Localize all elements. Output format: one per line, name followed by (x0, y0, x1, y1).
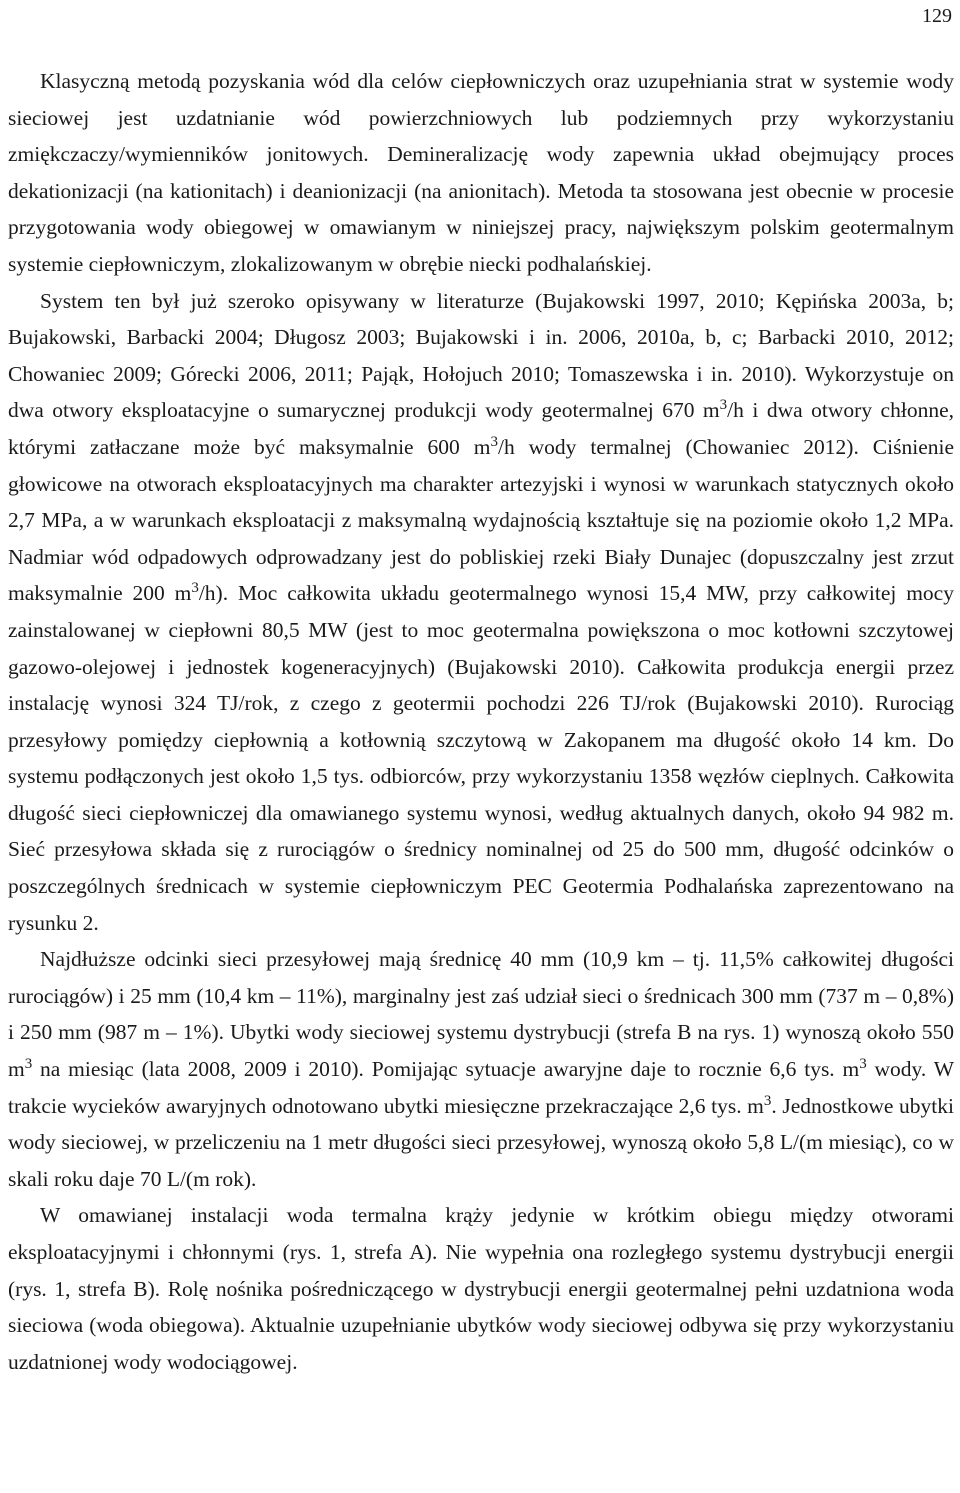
superscript: 3 (24, 1056, 33, 1073)
body-text (8, 63, 960, 1380)
text-run: System ten był już szeroko opisywany w literaturze (Bujakowski 1997, 2010; Kępińska 2003a, b; Bujakowski, Barbacki 2004; Długosz 2003; Bujakowski i in. 2006, 2010a, b, c; Barbacki 2010, 2012; Chowaniec 2009; Górecki 2006, 2011; Pająk, Hołojuch 2010; Tomaszewska i in. 2010). Wykorzystuje on dwa otwory eksploatacyjne o sumarycznej produkcji wody geotermalnej 670 m (8, 288, 960, 423)
text-run: W omawianej instalacji woda termalna krąży jedynie w krótkim obiegu między otworami eksploatacyjnymi i chłonnymi (rys. 1, strefa A). Nie wypełnia ona rozległego systemu dystrybucji energii (rys. 1, strefa B). Rolę nośnika pośredniczącego w dystrybucji energii geotermalnej pełni uzdatniona woda sieciowa (woda obiegowa). Aktualnie uzupełnianie ubytków wody sieciowej odbywa się przy wykorzystaniu uzdatnionej wody wodociągowej. (8, 1203, 960, 1374)
text-run: wody. W trakcie wycieków awaryjnych odnotowano ubytki miesięczne przekraczające 2,6 tys. m (8, 1057, 960, 1118)
superscript: 3 (191, 580, 199, 597)
superscript: 3 (490, 433, 498, 450)
text-run: /h i dwa otwory chłonne, którymi zatłaczane może być maksymalnie 600 m (8, 398, 960, 459)
text-run: na miesiąc (lata 2008, 2009 i 2010). Pomijając sytuacje awaryjne daje to rocznie 6,6 tys. m (32, 1057, 860, 1082)
paragraph-3 (8, 941, 960, 1197)
text-run: /h). Moc całkowita układu geotermalnego wynosi 15,4 MW, przy całkowitej mocy zainstalowanej w ciepłowni 80,5 MW (jest to moc geotermalna powiększona o moc kotłowni szczytowej gazowo-olejowej i jednostek kogeneracyjnych) (Bujakowski 2010). Całkowita produkcja energii przez instalację wynosi 324 TJ/rok, z czego z geotermii pochodzi 226 TJ/rok (Bujakowski 2010). Rurociąg przesyłowy pomiędzy ciepłownią a kotłownią szczytową w Zakopanem ma długość około 14 km. Do systemu podłączonych jest około 1,5 tys. odbiorców, przy wykorzystaniu 1358 węzłów cieplnych. Całkowita długość sieci ciepłowniczej dla omawianego systemu wynosi, według aktualnych danych, około 94 982 m. Sieć przesyłowa składa się z rurociągów o średnicy nominalnej od 25 do 500 mm, długość odcinków o poszczególnych średnicach w systemie ciepłowniczym PEC Geotermia Podhalańska zaprezentowano na rysunku 2. (8, 581, 960, 935)
superscript: 3 (763, 1092, 772, 1109)
text-run: Klasyczną metodą pozyskania wód dla celów ciepłowniczych oraz uzupełniania strat w systemie wody sieciowej jest uzdatnianie wód powierzchniowych lub podziemnych przy wykorzystaniu zmiękczaczy/wymienników jonitowych. Demineralizację wody zapewnia układ obejmujący proces dekationizacji (na kationitach) i deanionizacji (na anionitach). Metoda ta stosowana jest obecnie w procesie przygotowania wody obiegowej w omawianym w niniejszej pracy, największym polskim geotermalnym systemie ciepłowniczym, zlokalizowanym w obrębie niecki podhalańskiej. (8, 69, 960, 276)
text-run: Najdłuższe odcinki sieci przesyłowej mają średnicę 40 mm (10,9 km – tj. 11,5% całkowitej długości rurociągów) i 25 mm (10,4 km – 11%), marginalny jest zaś udział sieci o średnicach 300 mm (737 m – 0,8%) i 250 mm (987 m – 1%). Ubytki wody sieciowej systemu dystrybucji (strefa B na rys. 1) wynoszą około 550 m (8, 947, 960, 1082)
text-run: . Jednostkowe ubytki wody sieciowej, w przeliczeniu na 1 metr długości sieci przesyłowej, wynoszą około 5,8 L/(m miesiąc), co w skali roku daje 70 L/(m rok). (8, 1093, 960, 1191)
paragraph-1 (8, 63, 960, 283)
paragraph-2 (8, 283, 960, 942)
superscript: 3 (719, 397, 728, 414)
text-run: /h wody termalnej (Chowaniec 2012). Ciśnienie głowicowe na otworach eksploatacyjnych ma charakter artezyjski i wynosi w warunkach statycznych około 2,7 MPa, a w warunkach eksploatacji z maksymalną wydajnością kształtuje się na poziomie około 1,2 MPa. Nadmiar wód odpadowych odprowadzany jest do pobliskiej rzeki Biały Dunajec (dopuszczalny jest zrzut maksymalnie 200 m (8, 434, 960, 606)
superscript: 3 (859, 1056, 867, 1073)
page-number: 129 (922, 5, 952, 27)
paragraph-4 (8, 1197, 960, 1380)
